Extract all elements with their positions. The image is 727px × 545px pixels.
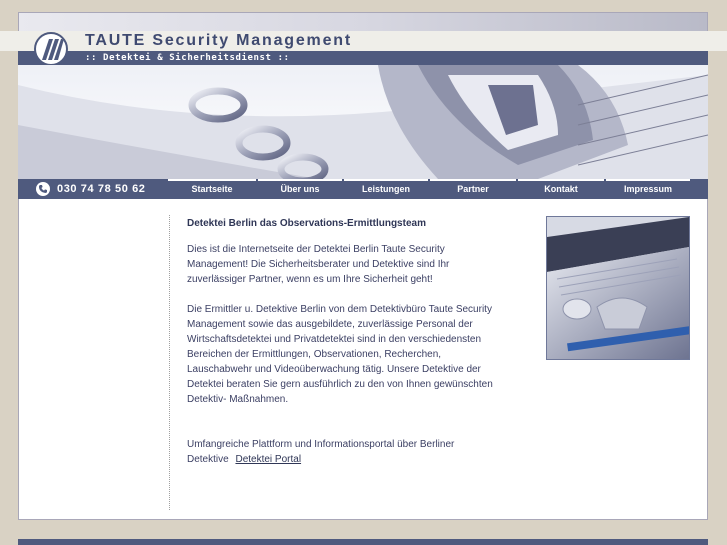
hero-photo-binder-icon	[18, 65, 708, 179]
nav-item-leistungen[interactable]: Leistungen	[361, 184, 410, 194]
intro-paragraph: Dies ist die Internetseite der Detektei Berlin Taute Security Management! Die Sicherheitsberater und Detektive sind Ihr zuverlässiger Partner, wenn es um Ihre Sicherheit geht!	[187, 244, 450, 285]
nav-item-partner[interactable]: Partner	[457, 184, 489, 194]
brand-subtitle: :: Detektei & Sicherheitsdienst ::	[85, 53, 290, 63]
nav-item-kontakt[interactable]: Kontakt	[544, 184, 578, 194]
page-title: Detektei Berlin das Observations-Ermittlungsteam	[187, 218, 426, 229]
brand-title: TAUTE Security Management	[85, 32, 352, 49]
main-content	[187, 216, 497, 482]
phone-number[interactable]: 030 74 78 50 62	[57, 183, 146, 195]
laptop-photo-icon	[547, 217, 689, 359]
nav-item-ueber-uns[interactable]: Über uns	[280, 184, 320, 194]
nav-item-impressum[interactable]: Impressum	[623, 184, 673, 194]
portal-text: Umfangreiche Plattform und Informationsportal über Berliner Detektive	[187, 439, 455, 465]
footer-bar	[18, 539, 708, 545]
phone-icon	[36, 182, 50, 196]
portal-link[interactable]: Detektei Portal	[235, 454, 302, 465]
nav-item-startseite[interactable]: Startseite	[191, 184, 233, 194]
body-paragraph: Die Ermittler u. Detektive Berlin von dem Detektivbüro Taute Security Management sowie das ausgebildete, zuverlässige Personal der Wirtschaftsdetektei und Privatdetektei sind in den verschiedensten Bereichen der Ermittlungen, Observationen, Recherchen, Lauschabwehr und Videoüberwachung tätig. Unsere Detektive der Detektei beraten Sie gern ausführlich zu den von Ihnen gewünschten Detektiv- Maßnahmen.	[187, 304, 493, 405]
side-photo	[546, 216, 690, 360]
phone-block	[18, 179, 148, 199]
portal-paragraph	[187, 437, 497, 467]
content-divider	[169, 215, 170, 510]
hero-banner	[18, 65, 708, 179]
top-strip	[19, 13, 707, 31]
slash-stripes-logo-icon[interactable]	[34, 32, 68, 66]
